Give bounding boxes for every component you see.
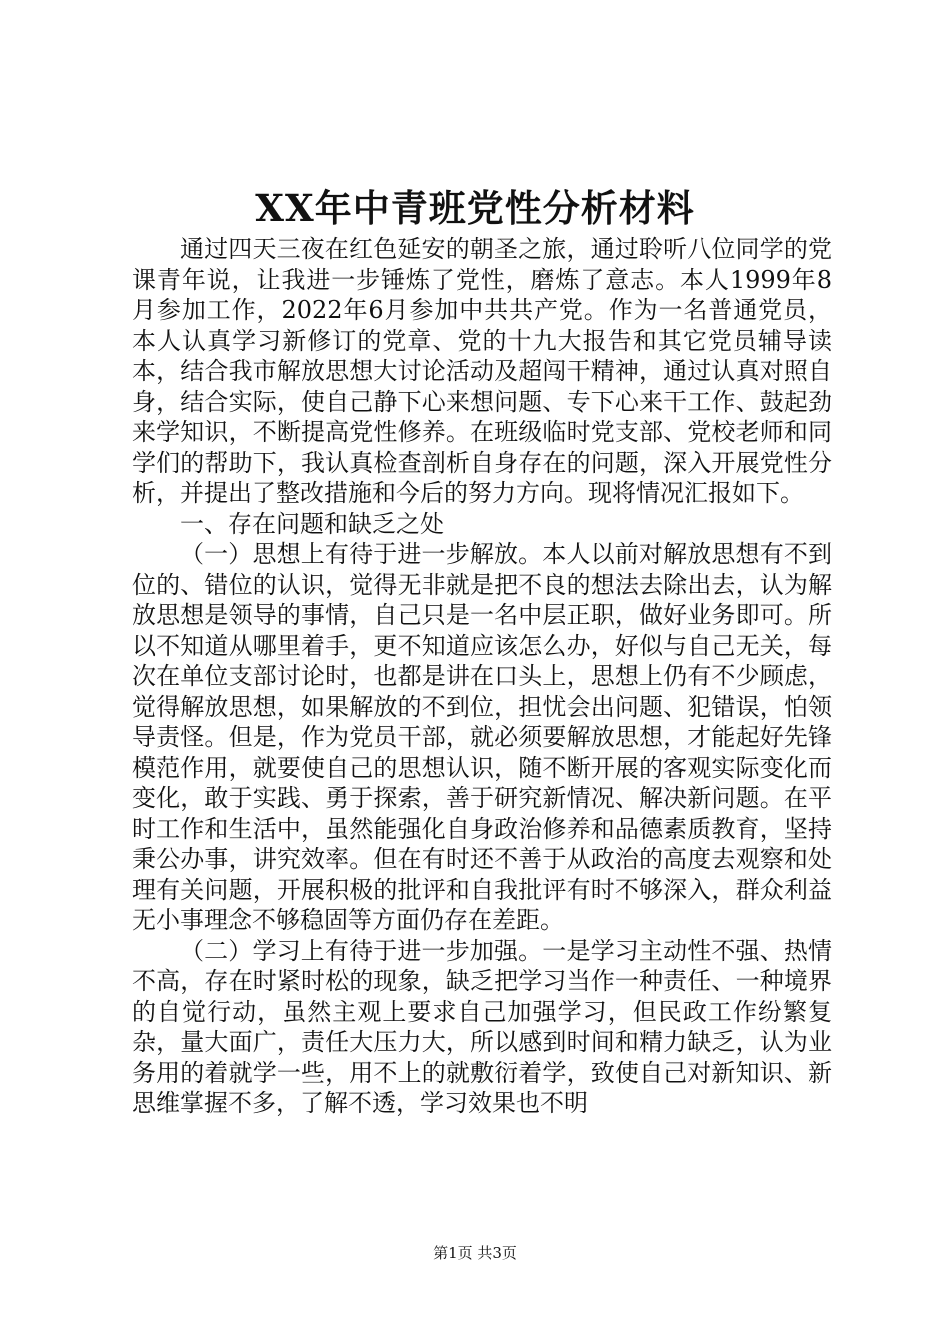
- paragraph-study: （二）学习上有待于进一步加强。一是学习主动性不强、热情不高，存在时紧时松的现象，缺乏把学习当作一种责任、一种境界的自觉行动，虽然主观上要求自己加强学习，但民政工作纷繁复杂，量大面广，责任大压力大，所以感到时间和精力缺乏，认为业务用的着就学一些，用不上的就敷衍着学，致使自己对新知识、新思维掌握不多，了解不透，学习效果也不明: [132, 936, 832, 1117]
- paragraph-thinking: （一）思想上有待于进一步解放。本人以前对解放思想有不到位的、错位的认识，觉得无非就是把不良的想法去除出去，认为解放思想是领导的事情，自己只是一名中层正职，做好业务即可。所以不知道从哪里着手，更不知道应该怎么办，好似与自己无关，每次在单位支部讨论时，也都是讲在口头上，思想上仍有不少顾虑，觉得解放思想，如果解放的不到位，担忧会出问题、犯错误，怕领导责怪。但是，作为党员干部，就必须要解放思想，才能起好先锋模范作用，就要使自己的思想认识，随不断开展的客观实际变化而变化，敢于实践、勇于探索，善于研究新情况、解决新问题。在平时工作和生活中，虽然能强化自身政治修养和品德素质教育，坚持秉公办事，讲究效率。但在有时还不善于从政治的高度去观察和处理有关问题，开展积极的批评和自我批评有时不够深入，群众利益无小事理念不够稳固等方面仍存在差距。: [132, 540, 832, 934]
- section-heading-problems: 一、存在问题和缺乏之处: [180, 509, 444, 538]
- document-body: [132, 234, 832, 1119]
- document-title: XX年中青班党性分析材料: [255, 186, 695, 230]
- page-number: 第1页 共3页: [433, 1244, 517, 1262]
- paragraph-intro: 通过四天三夜在红色延安的朝圣之旅，通过聆听八位同学的党课青年说，让我进一步锤炼了党性，磨炼了意志。本人1999年8月参加工作，2022年6月参加中共共产党。作为一名普通党员，本人认真学习新修订的党章、党的十九大报告和其它党员辅导读本，结合我市解放思想大讨论活动及超闯干精神，通过认真对照自身，结合实际，使自己静下心来想问题、专下心来干工作、鼓起劲来学知识，不断提高党性修养。在班级临时党支部、党校老师和同学们的帮助下，我认真检查剖析自身存在的问题，深入开展党性分析，并提出了整改措施和今后的努力方向。现将情况汇报如下。: [132, 235, 832, 507]
